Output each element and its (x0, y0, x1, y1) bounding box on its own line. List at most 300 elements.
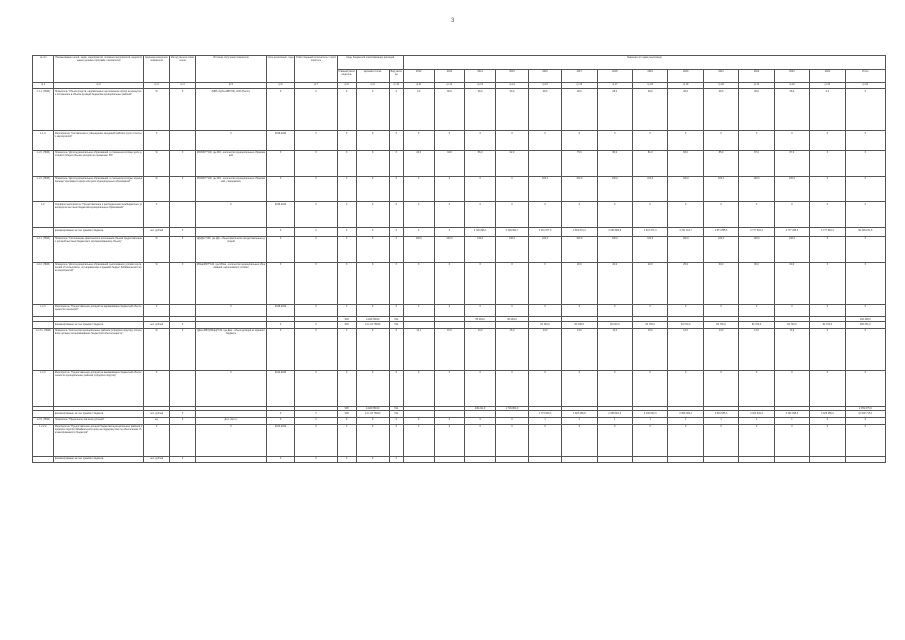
col-number: гр.13 (465, 82, 496, 89)
row-deadline: 2014-2024 (266, 424, 294, 456)
row-year-value (668, 456, 703, 463)
table-row (33, 237, 886, 263)
row-year-value: Х (632, 424, 667, 456)
row-source: Х (195, 131, 266, 151)
row-year-value: Х (465, 176, 496, 202)
row-year-value: 13,0 (703, 328, 738, 370)
row-deadline: Х (266, 150, 294, 176)
row-name: Показатель "Соотношение фактического исполнения объема предоставленных дотаций местным бюджетам к запланированному объему" (54, 237, 144, 263)
row-year-value: 84 700,0 (774, 322, 809, 329)
row-year-value: 13,0 (774, 328, 809, 370)
row-year-value: Х (739, 370, 774, 406)
table-row (33, 411, 886, 418)
row-year-value: Х (703, 424, 738, 456)
row-year-value: Х (495, 131, 528, 151)
table-row (33, 150, 886, 176)
row-year-value (465, 322, 496, 329)
row-vr: 511 (389, 317, 403, 322)
row-year-value: 4 871 855,5 (703, 228, 738, 237)
row-method (170, 131, 196, 151)
row-year-value: Х (703, 202, 738, 228)
row-cs: Х (356, 262, 389, 304)
row-deadline: Х (266, 176, 294, 202)
table-row (33, 304, 886, 317)
row-year-value: Х (774, 424, 809, 456)
row-year-value: 83,0 (668, 150, 703, 176)
row-total: Х (845, 202, 885, 228)
row-year-value: 100,0 (774, 176, 809, 202)
row-year-value: 3 501 555,3 (703, 411, 738, 418)
row-year-value: Х (403, 424, 434, 456)
row-year-value: 100,0 (403, 237, 434, 263)
row-year-value: Х (495, 304, 528, 317)
col-number: гр.12 (434, 82, 465, 89)
header-year: 2015 (495, 69, 528, 82)
row-year-value: 3 324 649,3 (739, 411, 774, 418)
row-deadline: Х (266, 237, 294, 263)
row-vr: Х (389, 131, 403, 151)
row-name: Показатель "Доля муниципальных образований, в отношении которых муниципальных программ в сфере контроля муниципальных образований" (54, 176, 144, 202)
row-executor: Х (295, 411, 338, 418)
row-unit: ед. (144, 418, 170, 425)
row-vr: Х (389, 89, 403, 131)
row-cs: Х (356, 424, 389, 456)
row-total: 50 399 241,5 (845, 228, 885, 237)
row-source (195, 228, 266, 237)
row-total: 31 500 715,1 (845, 411, 885, 418)
row-total: Х (845, 176, 885, 202)
row-year-value: Х (810, 150, 845, 176)
row-year-value: 100,0 (529, 237, 562, 263)
row-year-value: 100,0 (465, 237, 496, 263)
row-year-value: Х (434, 418, 465, 425)
row-year-value: 100,0 (739, 237, 774, 263)
row-year-value: Х (403, 176, 434, 202)
row-year-value: Х (434, 131, 465, 151)
row-year-value (739, 456, 774, 463)
header-gr: Главный распорядитель (337, 69, 356, 82)
row-vr: Х (389, 262, 403, 304)
row-unit: Х (144, 304, 170, 317)
row-deadline: Х (266, 228, 294, 237)
row-executor: Х (295, 370, 338, 406)
row-executor: Х (295, 237, 338, 263)
row-year-value: 13,0 (739, 328, 774, 370)
row-year-value: 100,0 (632, 237, 667, 263)
row-gr: Х (337, 328, 356, 370)
row-year-value: 20,0 (403, 150, 434, 176)
row-gr: 905 (337, 411, 356, 418)
row-year-value: Х (668, 131, 703, 151)
table-row (33, 328, 886, 370)
row-year-value: 60,0 (703, 262, 738, 304)
row-year-value (434, 456, 465, 463)
row-year-value: 100,0 (668, 176, 703, 202)
row-year-value: Х (668, 202, 703, 228)
row-cs: Х (356, 418, 389, 425)
row-year-value: 1 773 900,3 (529, 411, 562, 418)
row-year-value: 409 211,9 (465, 406, 496, 411)
col-number: гр.17 (597, 82, 632, 89)
col-number: гр.6 (266, 82, 294, 89)
row-total: Х (845, 418, 885, 425)
row-unit: Х (144, 424, 170, 456)
row-year-value: 55 284,0 (465, 317, 496, 322)
row-year-value: Х (703, 370, 738, 406)
row-year-value: 1 749 864,0 (495, 406, 528, 411)
row-year-value: Х (529, 131, 562, 151)
row-cs: Х (356, 202, 389, 228)
table-row (33, 131, 886, 151)
row-number: 1.2.2. (ПКМ) (33, 262, 54, 304)
row-total: Х (845, 237, 885, 263)
row-year-value: 28,0 (597, 89, 632, 131)
row-year-value: 87,0 (739, 150, 774, 176)
row-year-value: 20,0 (562, 262, 597, 304)
row-year-value (495, 411, 528, 418)
row-year-value (703, 456, 738, 463)
row-year-value: Х (495, 424, 528, 456)
row-year-value: 84 700,0 (668, 322, 703, 329)
header-number: № п/п (33, 56, 54, 83)
row-year-value (403, 411, 434, 418)
col-number: гр.5 (195, 82, 266, 89)
page-number: 3 (451, 18, 455, 24)
header-year: 2012 (403, 69, 434, 82)
program-table (32, 55, 886, 463)
row-year-value: Х (495, 202, 528, 228)
col-number: гр.8 (337, 82, 356, 89)
row-year-value: 100,0 (774, 237, 809, 263)
header-vr: Вид расхода (389, 69, 403, 82)
row-year-value: 75,0 (562, 150, 597, 176)
row-year-value: 84 640,0 (597, 322, 632, 329)
row-executor: Х (295, 202, 338, 228)
row-year-value: 0,0 (810, 89, 845, 131)
row-deadline: Х (266, 262, 294, 304)
row-vr: Х (389, 237, 403, 263)
row-vr: Х (389, 228, 403, 237)
row-year-value: Х (465, 424, 496, 456)
row-year-value: Х (810, 237, 845, 263)
header-year: 2023 (774, 69, 809, 82)
row-vr: Х (389, 370, 403, 406)
row-year-value: 15,0 (632, 328, 667, 370)
row-year-value: Х (703, 131, 738, 151)
row-cs: Х (356, 370, 389, 406)
row-year-value: 100,0 (703, 176, 738, 202)
table-row (33, 228, 886, 237)
header-values-group: Значения по годам реализации (403, 56, 885, 70)
row-unit: % (144, 237, 170, 263)
row-year-value: 100,0 (434, 237, 465, 263)
row-gr: Х (337, 456, 356, 463)
row-gr: Х (337, 370, 356, 406)
row-name: Мероприятие "Составление и утверждение заседаний рабочих групп отчетных мероприятий" (54, 131, 144, 151)
row-year-value: 84 046,0 (562, 322, 597, 329)
row-year-value: Х (403, 304, 434, 317)
row-year-value: 100,0 (632, 176, 667, 202)
row-year-value: 60,0 (774, 262, 809, 304)
table-row (33, 370, 886, 406)
row-number: 1.1.4. (33, 131, 54, 151)
row-method (170, 304, 196, 317)
row-total: Х (845, 328, 885, 370)
row-source: МО/МОТ*100, где МО - количество муниципальных образований (195, 150, 266, 176)
col-number: гр.4 (170, 82, 196, 89)
row-year-value: Х (810, 418, 845, 425)
row-year-value: 1 (668, 418, 703, 425)
row-year-value: 100,0 (495, 237, 528, 263)
header-deadline: Срок реализации, годы (266, 56, 294, 83)
row-year-value: 100,0 (562, 237, 597, 263)
row-deadline: Х (266, 89, 294, 131)
row-unit: % (144, 262, 170, 304)
row-source: МО/МОТ*100, где МО - количество муниципальных образований, утвердивших (195, 176, 266, 202)
row-deadline: 2014-2024 (266, 370, 294, 406)
row-cs: Х (356, 328, 389, 370)
col-number: гр.2 (54, 82, 144, 89)
row-method: Х (170, 456, 196, 463)
row-year-value: Х (465, 202, 496, 228)
header-cs: Целевая статья (356, 69, 389, 82)
column-number-row (33, 82, 886, 89)
row-year-value: Х (465, 304, 496, 317)
table-body (33, 89, 886, 463)
row-year-value: 28,0 (739, 89, 774, 131)
col-number: гр.7 (295, 82, 338, 89)
col-number: гр.16 (562, 82, 597, 89)
row-year-value: 25,0 (668, 262, 703, 304)
row-gr: Х (337, 150, 356, 176)
row-year-value: 2 358 661,3 (597, 411, 632, 418)
row-source (195, 411, 266, 418)
row-year-value: 1 (632, 418, 667, 425)
row-unit: тыс. рублей (144, 411, 170, 418)
col-number: гр.11 (403, 82, 434, 89)
row-number: 1.2. (33, 202, 54, 228)
row-year-value: Х (562, 424, 597, 456)
row-deadline: Х (266, 456, 294, 463)
row-year-value: 13,0 (668, 328, 703, 370)
row-year-value: Х (810, 328, 845, 370)
row-deadline: 2018-2024 (266, 131, 294, 151)
row-name: Показатель "Количество муниципальных районов (городских округов), получивших дотации на выравнивание бюджетной обеспеченности" (54, 328, 144, 370)
row-year-value: 80,0 (597, 150, 632, 176)
row-year-value: Х (810, 202, 845, 228)
row-year-value: 100,0 (562, 176, 597, 202)
row-year-value: Х (529, 304, 562, 317)
row-method: Х (170, 89, 196, 131)
row-year-value: Х (597, 202, 632, 228)
row-year-value: Х (434, 176, 465, 202)
row-unit: % (144, 328, 170, 370)
row-year-value (810, 456, 845, 463)
row-year-value: 15,0 (495, 328, 528, 370)
row-source: Дп.1 (Ср.п.) (195, 418, 266, 425)
header-name: Наименование целей, задач, мероприятий, основных мероприятий, ведомственных целевых программ, показателей (54, 56, 144, 83)
row-method: Х (170, 322, 196, 329)
row-year-value: 13,0 (597, 328, 632, 370)
row-year-value (495, 322, 528, 329)
row-year-value: Х (465, 262, 496, 304)
table-row (33, 202, 886, 228)
row-year-value (774, 456, 809, 463)
row-gr: 905 (337, 406, 356, 411)
row-gr: Х (337, 89, 356, 131)
col-number: гр.19 (668, 82, 703, 89)
row-name: Показатель "Объем средств, направленных на погашение и(или) на кредитное соглашение в объеме дотаций бюджетам муниципальных районов" (54, 89, 144, 131)
row-year-value: Х (810, 131, 845, 151)
row-number: 1.1.6. (ПКМ) (33, 176, 54, 202)
row-unit: тыс. рублей (144, 456, 170, 463)
row-year-value: 28,0 (632, 89, 667, 131)
row-number: 1.1.1. (ПКМ) (33, 89, 54, 131)
row-number: 1.1.5. (ПКМ) (33, 150, 54, 176)
row-year-value: Х (562, 202, 597, 228)
row-year-value: Х (562, 131, 597, 151)
row-vr: Х (389, 176, 403, 202)
row-name: Мероприятие "Предоставление дотаций на выравнивание бюджетной обеспеченности муниципальных районов (городских округов)" (54, 370, 144, 406)
row-year-value: 28,0 (562, 89, 597, 131)
row-year-value: Х (739, 424, 774, 456)
row-method: Х (170, 262, 196, 304)
row-year-value: 1 823 059,8 (562, 411, 597, 418)
row-number: 1.2.3. (33, 304, 54, 317)
row-year-value: 2 720 865,1 (465, 228, 496, 237)
col-number: гр.21 (739, 82, 774, 89)
row-year-value (403, 456, 434, 463)
row-number: 1.2.2.2. (33, 424, 54, 456)
row-total: 150 468,9 (845, 317, 885, 322)
row-vr: Х (389, 456, 403, 463)
header-year: 2019 (632, 69, 667, 82)
row-executor: Х (295, 418, 338, 425)
row-vr: Х (389, 202, 403, 228)
row-year-value: Х (495, 418, 528, 425)
row-number: 1.2.1. (ПКМ) (33, 237, 54, 263)
row-vr: Х (389, 304, 403, 317)
row-cs: Х (356, 456, 389, 463)
row-cs: Х (356, 150, 389, 176)
row-year-value: 2 331 977,0 (529, 228, 562, 237)
col-number: гр.24 (845, 82, 885, 89)
row-method (170, 202, 196, 228)
row-year-value: Х (495, 262, 528, 304)
row-cs: Х (356, 176, 389, 202)
table-header-row (33, 56, 886, 70)
row-source: (МБТ+Субс+МБТ/НК) х100 (Налог.) (195, 89, 266, 131)
row-number (33, 228, 54, 237)
row-unit: % (144, 176, 170, 202)
row-year-value: Х (632, 131, 667, 151)
col-number: гр.9 (356, 82, 389, 89)
row-name: Мероприятие "Предоставление дотаций на выравнивание бюджетной обеспеченности поселений" (54, 304, 144, 317)
row-year-value: 84 700,0 (810, 322, 845, 329)
row-year-value: 13,0 (465, 328, 496, 370)
row-year-value: Х (632, 202, 667, 228)
row-year-value: 1 (703, 418, 738, 425)
row-year-value: Х (403, 262, 434, 304)
row-year-value: 84 700,0 (739, 322, 774, 329)
row-executor: Х (295, 228, 338, 237)
header-method: Метод расчета показателя (170, 56, 196, 83)
col-number: гр.18 (632, 82, 667, 89)
row-source: (Дмо+МБТ)/(Мфн)*100, где Дмо - объем дотаций из краевого бюджета (195, 328, 266, 370)
row-number (33, 322, 54, 329)
row-year-value: Х (434, 262, 465, 304)
row-total: Х (845, 150, 885, 176)
col-number: гр.10 (389, 82, 403, 89)
row-year-value: 34,8 (434, 150, 465, 176)
row-year-value: 20,0 (597, 262, 632, 304)
row-executor: Х (295, 304, 338, 317)
row-method: Х (170, 176, 196, 202)
header-year: 2020 (668, 69, 703, 82)
row-gr: Х (337, 176, 356, 202)
row-year-value: 100,0 (597, 176, 632, 202)
row-year-value (434, 322, 465, 329)
row-year-value: Х (434, 304, 465, 317)
row-year-value: Х (739, 202, 774, 228)
row-year-value: Х (632, 370, 667, 406)
row-year-value: Х (597, 131, 632, 151)
row-year-value: Х (403, 202, 434, 228)
row-source (195, 456, 266, 463)
row-year-value: 100,0 (668, 237, 703, 263)
col-number: гр.14 (495, 82, 528, 89)
row-year-value: Х (810, 176, 845, 202)
row-method: Х (170, 237, 196, 263)
row-gr: Х (337, 131, 356, 151)
row-name: Показатель "Доля муниципальных образований, выполнивших условия соглашений об их выплатах, по направлению в краевой бюджет Забайкальского края мероприятий" (54, 262, 144, 304)
row-gr: 905 (337, 322, 356, 329)
row-year-value: 100,0 (597, 237, 632, 263)
row-deadline: Х (266, 411, 294, 418)
row-name: финансирование за счет краевого бюджета (54, 322, 144, 329)
row-year-value (495, 456, 528, 463)
row-year-value: 13,0 (529, 328, 562, 370)
row-method: Х (170, 418, 196, 425)
row-total: 820 451,0 (845, 322, 885, 329)
row-unit: тыс. рублей (144, 228, 170, 237)
row-cs: Х (356, 228, 389, 237)
row-vr: 511 (389, 322, 403, 329)
row-vr: Х (389, 328, 403, 370)
table-row (33, 424, 886, 456)
header-year: 2018 (597, 69, 632, 82)
row-year-value (465, 456, 496, 463)
row-year-value: Х (434, 202, 465, 228)
row-method: Х (170, 150, 196, 176)
row-year-value: 84 700,0 (703, 322, 738, 329)
row-year-value: Х (703, 304, 738, 317)
row-executor: Х (295, 424, 338, 456)
row-gr: Х (337, 304, 356, 317)
row-source: МОнв/МОТ*100, где МОнв - количество муниципальных образований, выполнивших условия (195, 262, 266, 304)
row-method (170, 424, 196, 456)
row-year-value: Х (774, 202, 809, 228)
row-number (33, 411, 54, 418)
table-row (33, 322, 886, 329)
row-gr: Х (337, 424, 356, 456)
row-year-value: 1 (529, 418, 562, 425)
row-year-value: Х (495, 370, 528, 406)
row-executor: Х (295, 456, 338, 463)
header-year: 2021 (703, 69, 738, 82)
row-method: Х (170, 328, 196, 370)
col-number: гр.22 (774, 82, 809, 89)
